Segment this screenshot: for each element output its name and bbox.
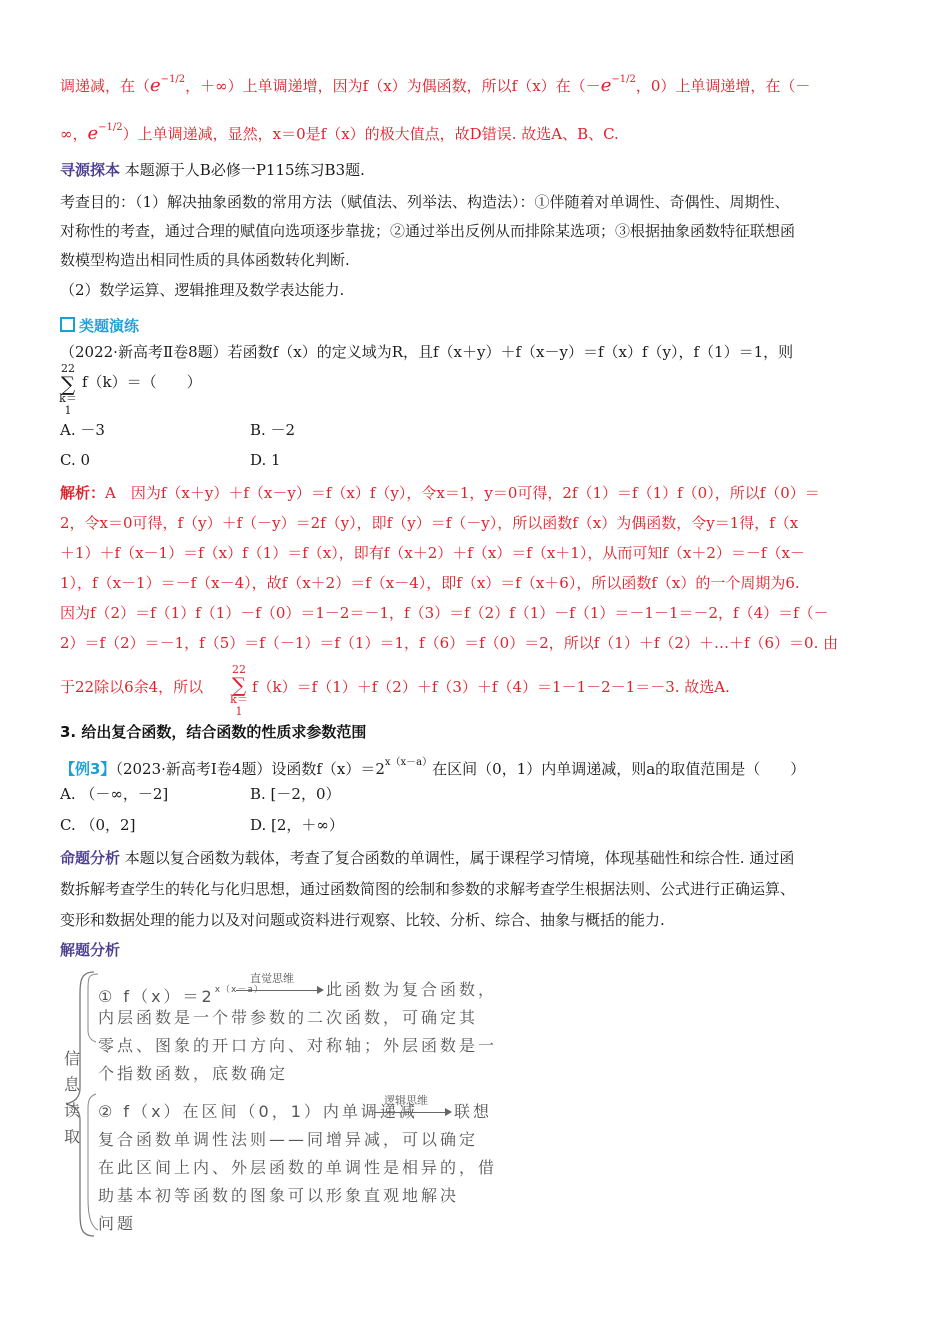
math-e: e (87, 123, 99, 144)
proposition-line-2: 数拆解考查学生的转化与化归思想，通过函数简图的绘制和参数的求解考查学生根据法则、公式进行正确运算、 (60, 880, 796, 898)
purpose-line-1: 考查目的：（1）解决抽象函数的常用方法（赋值法、列举法、构造法）：①伴随着对单调性、奇偶性、周期性、 (60, 193, 790, 211)
item2-line-4: 助基本初等函数的图象可以形象直观地解决 (98, 1186, 460, 1205)
prev-text: ，0）上单调递增，在（－ (635, 77, 811, 95)
analysis-label: 解析： (60, 484, 106, 502)
prev-text: x＝0是 (272, 125, 321, 143)
choice-b: B. [－2，0） (250, 785, 341, 803)
arrow-icon (236, 990, 322, 991)
choice-c: C. 0 (60, 451, 91, 469)
choice-c: C. （0，2] (60, 816, 136, 834)
item2-line-5: 问题 (98, 1214, 137, 1233)
arrow-label-intuition: 直觉思维 (250, 972, 294, 985)
proposition-line-1 (60, 848, 910, 868)
analysis-line-1 (60, 483, 910, 503)
side-label: 信 息 读 取 (63, 1049, 80, 1146)
exponent: x（x－a） (384, 757, 433, 768)
choice-d: D. 1 (250, 451, 281, 469)
item1-head: ① $f(x)=2^{x(x-a)}$ (98, 985, 264, 1006)
practice-heading (60, 316, 910, 336)
prev-text: ，＋∞）上单调递增，因为 (185, 77, 363, 95)
prev-text: ）上单调递减，显然， (122, 125, 273, 143)
choice-a: A. （－∞，－2] (60, 785, 169, 803)
item1-line-3: 零点、图象的开口方向、对称轴；外层函数是一 (98, 1036, 498, 1055)
prev-text: 调递减，在（ (60, 77, 151, 95)
exponent: −1/2 (611, 74, 636, 85)
analysis-line-4: 1），f（x－1）＝－f（x－4），故f（x＋2）＝f（x－4），即f（x）＝f（x＋6），所以函数f（x）的一个周期为6. (60, 574, 800, 592)
item2-line-2: 复合函数单调性法则——同增异减，可以确定 (98, 1130, 479, 1149)
choice-a: A. －3 (60, 421, 105, 439)
choice-b: B. －2 (250, 421, 296, 439)
prev-text: f（x）的极大值点，故D错误. 故选A、B、C. (320, 125, 619, 143)
prev-text: f（x）为偶函数，所以 (362, 77, 512, 95)
source-line (60, 160, 910, 180)
item2-line-3: 在此区间上内、外层函数的单调性是相异的，借 (98, 1158, 498, 1177)
section-3-title: 3. 给出复合函数，结合函数的性质求参数范围 (60, 723, 367, 741)
purpose-line-4: （2）数学运算、逻辑推理及数学表达能力. (60, 281, 345, 299)
exponent: −1/2 (98, 122, 123, 133)
prev-line-1 (60, 70, 910, 96)
example-text: （2023·新高考Ⅰ卷4题）设函数f（x）＝2 (115, 760, 385, 778)
item2-head: ② f（x）在区间（0，1）内单调递减 (98, 1102, 418, 1121)
practice-label: 类题演练 (79, 317, 140, 335)
source-label: 寻源探本 (60, 161, 121, 179)
math-e: e (150, 75, 161, 96)
math-e: e (600, 75, 612, 96)
source-text: 本题源于人B必修一P115练习B3题. (124, 161, 365, 179)
analysis-line-6: 2）＝f（2）＝－1，f（5）＝f（－1）＝f（1）＝1，f（6）＝f（0）＝2，所以f（1）＋f（2）＋…＋f（6）＝0. 由 (60, 634, 839, 652)
arrow-label-logic: 逻辑思维 (384, 1094, 428, 1107)
analysis-line-7b: f（k）＝f（1）＋f（2）＋f（3）＋f（4）＝1－1－2－1＝－3. 故选A. (252, 678, 730, 696)
prev-text: ∞， (60, 125, 88, 143)
purpose-line-2: 对称性的考查，通过合理的赋值向选项逐步靠拢；②通过举出反例从而排除某选项；③根据抽象函数特征联想函 (60, 222, 796, 240)
example-text: 在区间（0，1）内单调递减，则a的取值范围是（ ） (432, 760, 806, 778)
practice-question-line-1: （2022·新高考Ⅱ卷8题）若函数f（x）的定义域为R，且f（x＋y）＋f（x－y）＝f（x）f（y），f（1）＝1，则 (60, 343, 794, 361)
example3-line (60, 753, 910, 779)
arrow-icon (374, 1112, 450, 1113)
analysis-line-3: ＋1）＋f（x－1）＝f（x）f（1）＝f（x），即有f（x＋2）＋f（x）＝f（x＋1），从而可知f（x＋2）＝－f（x－ (60, 544, 805, 562)
item1-line-1: 此函数为复合函数， (326, 980, 498, 999)
solution-label: 解题分析 (60, 941, 121, 959)
item2-line-1: 联想 (454, 1102, 493, 1121)
example-tag: 【例3】 (60, 760, 116, 778)
proposition-label: 命题分析 (60, 849, 121, 867)
analysis-text: A 因为f（x＋y）＋f（x－y）＝f（x）f（y），令x＝1，y＝0可得，2f（1）＝f（1）f（0），所以f（0）＝ (105, 484, 820, 502)
exponent: −1/2 (160, 74, 186, 85)
analysis-line-2: 2，令x＝0可得，f（y）＋f（－y）＝2f（y），即f（y）＝f（－y），所以函数f（x）为偶函数，令y＝1得，f（x (60, 514, 799, 532)
checkbox-icon (60, 317, 75, 332)
item1-line-2: 内层函数是一个带参数的二次函数，可确定其 (98, 1008, 479, 1027)
summation-symbol: 22 ∑ k＝1 (230, 663, 248, 718)
summation-symbol: 22 ∑ k＝1 (59, 362, 77, 417)
practice-question-line-2: f（k）＝（ ） (82, 373, 202, 391)
proposition-text: 本题以复合函数为载体，考查了复合函数的单调性，属于课程学习情境，体现基础性和综合性. 通过函 (124, 849, 795, 867)
purpose-line-3: 数模型构造出相同性质的具体函数转化判断. (60, 251, 350, 269)
analysis-line-7a: 于22除以6余4，所以 (60, 678, 204, 696)
analysis-line-5: 因为f（2）＝f（1）f（1）－f（0）＝1－2＝－1，f（3）＝f（2）f（1）－f（1）＝－1－1＝－2，f（4）＝f（－ (60, 604, 829, 622)
proposition-line-3: 变形和数据处理的能力以及对问题或资料进行观察、比较、分析、综合、抽象与概括的能力. (60, 911, 665, 929)
prev-text: f（x）在（－ (511, 77, 601, 95)
prev-line-2 (60, 118, 910, 144)
item1-line-4: 个指数函数，底数确定 (98, 1064, 289, 1083)
solution-heading (60, 940, 910, 960)
choice-d: D. [2，＋∞） (250, 816, 344, 834)
